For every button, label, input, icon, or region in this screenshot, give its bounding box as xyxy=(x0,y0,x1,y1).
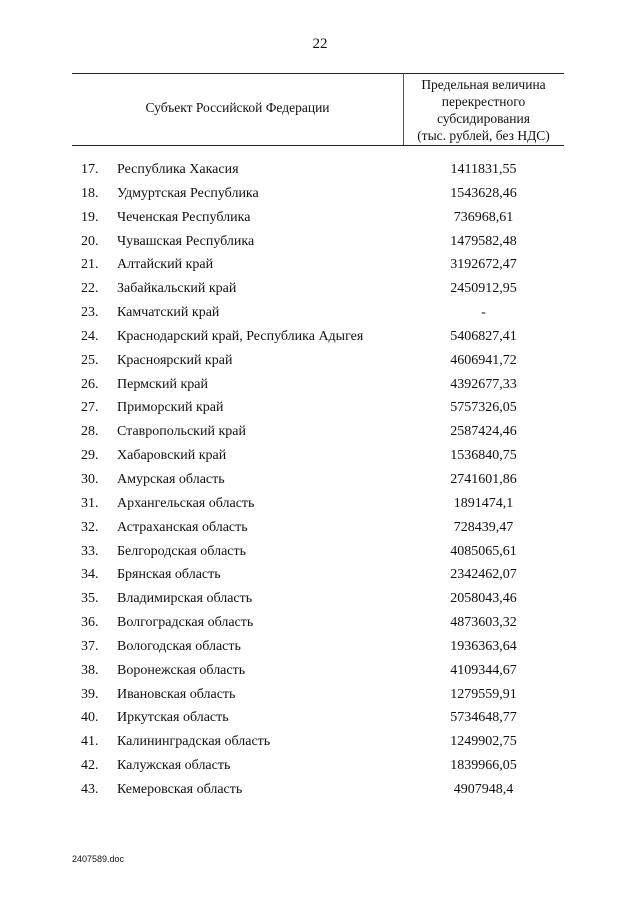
row-value: 1536840,75 xyxy=(450,448,517,464)
row-subject-name: Амурская область xyxy=(117,471,225,487)
row-number: 42. xyxy=(81,758,99,774)
row-value: 736968,61 xyxy=(453,209,514,225)
row-subject-name: Калининградская область xyxy=(117,734,271,750)
table-row xyxy=(0,565,640,589)
row-subject-name: Приморский край xyxy=(117,400,224,416)
table-row xyxy=(0,375,640,399)
row-subject-name: Краснодарский край, Республика Адыгея xyxy=(117,328,364,344)
row-value: 2587424,46 xyxy=(450,424,517,440)
row-value: 4392677,33 xyxy=(450,376,517,392)
table-row xyxy=(0,446,640,470)
row-value: 3192672,47 xyxy=(450,257,517,273)
column-header-value-line: субсидирования xyxy=(437,111,530,126)
table-header-bottom-rule xyxy=(72,145,564,146)
row-number: 23. xyxy=(81,305,99,321)
row-number: 43. xyxy=(81,781,99,797)
row-number: 17. xyxy=(81,162,99,177)
row-value: 1891474,1 xyxy=(453,495,514,511)
row-value: 1249902,75 xyxy=(450,734,517,750)
row-value: 5406827,41 xyxy=(450,328,517,344)
row-value: 1279559,91 xyxy=(450,686,517,702)
row-number: 21. xyxy=(81,257,99,273)
row-number: 22. xyxy=(81,281,99,297)
row-subject-name: Чеченская Республика xyxy=(117,209,251,225)
row-value: 728439,47 xyxy=(453,519,514,535)
row-number: 24. xyxy=(81,328,99,344)
row-subject-name: Забайкальский край xyxy=(117,281,237,297)
table-row xyxy=(0,208,640,232)
table-row xyxy=(0,255,640,279)
row-number: 39. xyxy=(81,686,99,702)
row-value: 4873603,32 xyxy=(450,615,517,631)
table-row xyxy=(0,708,640,732)
table-row xyxy=(0,756,640,780)
row-number: 25. xyxy=(81,352,99,368)
table-row xyxy=(0,160,640,184)
row-value: 5734648,77 xyxy=(450,710,517,726)
row-value: 1411831,55 xyxy=(450,162,517,177)
row-subject-name: Хабаровский край xyxy=(117,448,227,464)
row-subject-name: Воронежская область xyxy=(117,662,246,678)
row-number: 20. xyxy=(81,233,99,249)
row-number: 41. xyxy=(81,734,99,750)
row-subject-name: Пермский край xyxy=(117,376,208,392)
row-value: 1479582,48 xyxy=(450,233,517,249)
table-row xyxy=(0,327,640,351)
row-value: - xyxy=(481,305,486,321)
row-number: 19. xyxy=(81,209,99,225)
row-value: 4907948,4 xyxy=(453,781,514,797)
row-number: 26. xyxy=(81,376,99,392)
row-number: 40. xyxy=(81,710,99,726)
row-subject-name: Кемеровская область xyxy=(117,781,243,797)
row-value: 4606941,72 xyxy=(450,352,517,368)
row-subject-name: Ивановская область xyxy=(117,686,236,702)
column-header-value-line: Предельная величина xyxy=(421,77,546,92)
row-number: 18. xyxy=(81,185,99,201)
row-value: 2741601,86 xyxy=(450,471,517,487)
row-subject-name: Архангельская область xyxy=(117,495,255,511)
row-subject-name: Вологодская область xyxy=(117,638,241,654)
table-row xyxy=(0,422,640,446)
row-number: 35. xyxy=(81,591,99,607)
row-number: 37. xyxy=(81,638,99,654)
table-row xyxy=(0,279,640,303)
row-value: 1936363,64 xyxy=(450,638,517,654)
row-value: 4085065,61 xyxy=(450,543,517,559)
page-number: 22 xyxy=(312,36,328,52)
row-subject-name: Республика Хакасия xyxy=(117,162,239,177)
row-subject-name: Алтайский край xyxy=(117,257,214,273)
table-row xyxy=(0,613,640,637)
table-row xyxy=(0,542,640,566)
table-row xyxy=(0,303,640,327)
table-row xyxy=(0,732,640,756)
table-row xyxy=(0,494,640,518)
table-row xyxy=(0,470,640,494)
row-subject-name: Удмуртская Республика xyxy=(117,185,259,201)
row-number: 32. xyxy=(81,519,99,535)
table-row xyxy=(0,780,640,804)
row-number: 27. xyxy=(81,400,99,416)
row-number: 30. xyxy=(81,471,99,487)
table-row xyxy=(0,518,640,542)
table-body xyxy=(0,160,640,804)
row-subject-name: Калужская область xyxy=(117,758,231,774)
row-subject-name: Волгоградская область xyxy=(117,615,254,631)
column-header-value-line: (тыс. рублей, без НДС) xyxy=(417,128,550,143)
row-subject-name: Брянская область xyxy=(117,567,221,583)
row-number: 36. xyxy=(81,615,99,631)
table-row xyxy=(0,589,640,613)
row-number: 28. xyxy=(81,424,99,440)
column-header-subject: Субъект Российской Федерации xyxy=(145,100,330,115)
table-row xyxy=(0,184,640,208)
table-row xyxy=(0,637,640,661)
row-number: 31. xyxy=(81,495,99,511)
row-value: 5757326,05 xyxy=(450,400,517,416)
row-number: 29. xyxy=(81,448,99,464)
row-value: 2342462,07 xyxy=(450,567,517,583)
table-row xyxy=(0,398,640,422)
row-subject-name: Ставропольский край xyxy=(117,424,246,440)
row-subject-name: Белгородская область xyxy=(117,543,247,559)
table-row xyxy=(0,685,640,709)
column-header-value xyxy=(403,76,564,144)
row-subject-name: Чувашская Республика xyxy=(117,233,255,249)
row-subject-name: Камчатский край xyxy=(117,305,220,321)
row-value: 1839966,05 xyxy=(450,758,517,774)
row-value: 2058043,46 xyxy=(450,591,517,607)
table-row xyxy=(0,661,640,685)
table-row xyxy=(0,232,640,256)
row-value: 4109344,67 xyxy=(450,662,517,678)
row-subject-name: Красноярский край xyxy=(117,352,233,368)
row-number: 38. xyxy=(81,662,99,678)
row-subject-name: Астраханская область xyxy=(117,519,248,535)
table-header-top-rule xyxy=(72,73,564,74)
footer-filename: 2407589.doc xyxy=(72,854,125,864)
row-value: 2450912,95 xyxy=(450,281,517,297)
column-header-value-line: перекрестного xyxy=(441,94,526,109)
row-number: 33. xyxy=(81,543,99,559)
row-value: 1543628,46 xyxy=(450,185,517,201)
table-row xyxy=(0,351,640,375)
row-number: 34. xyxy=(81,567,99,583)
row-subject-name: Иркутская область xyxy=(117,710,229,726)
row-subject-name: Владимирская область xyxy=(117,591,253,607)
